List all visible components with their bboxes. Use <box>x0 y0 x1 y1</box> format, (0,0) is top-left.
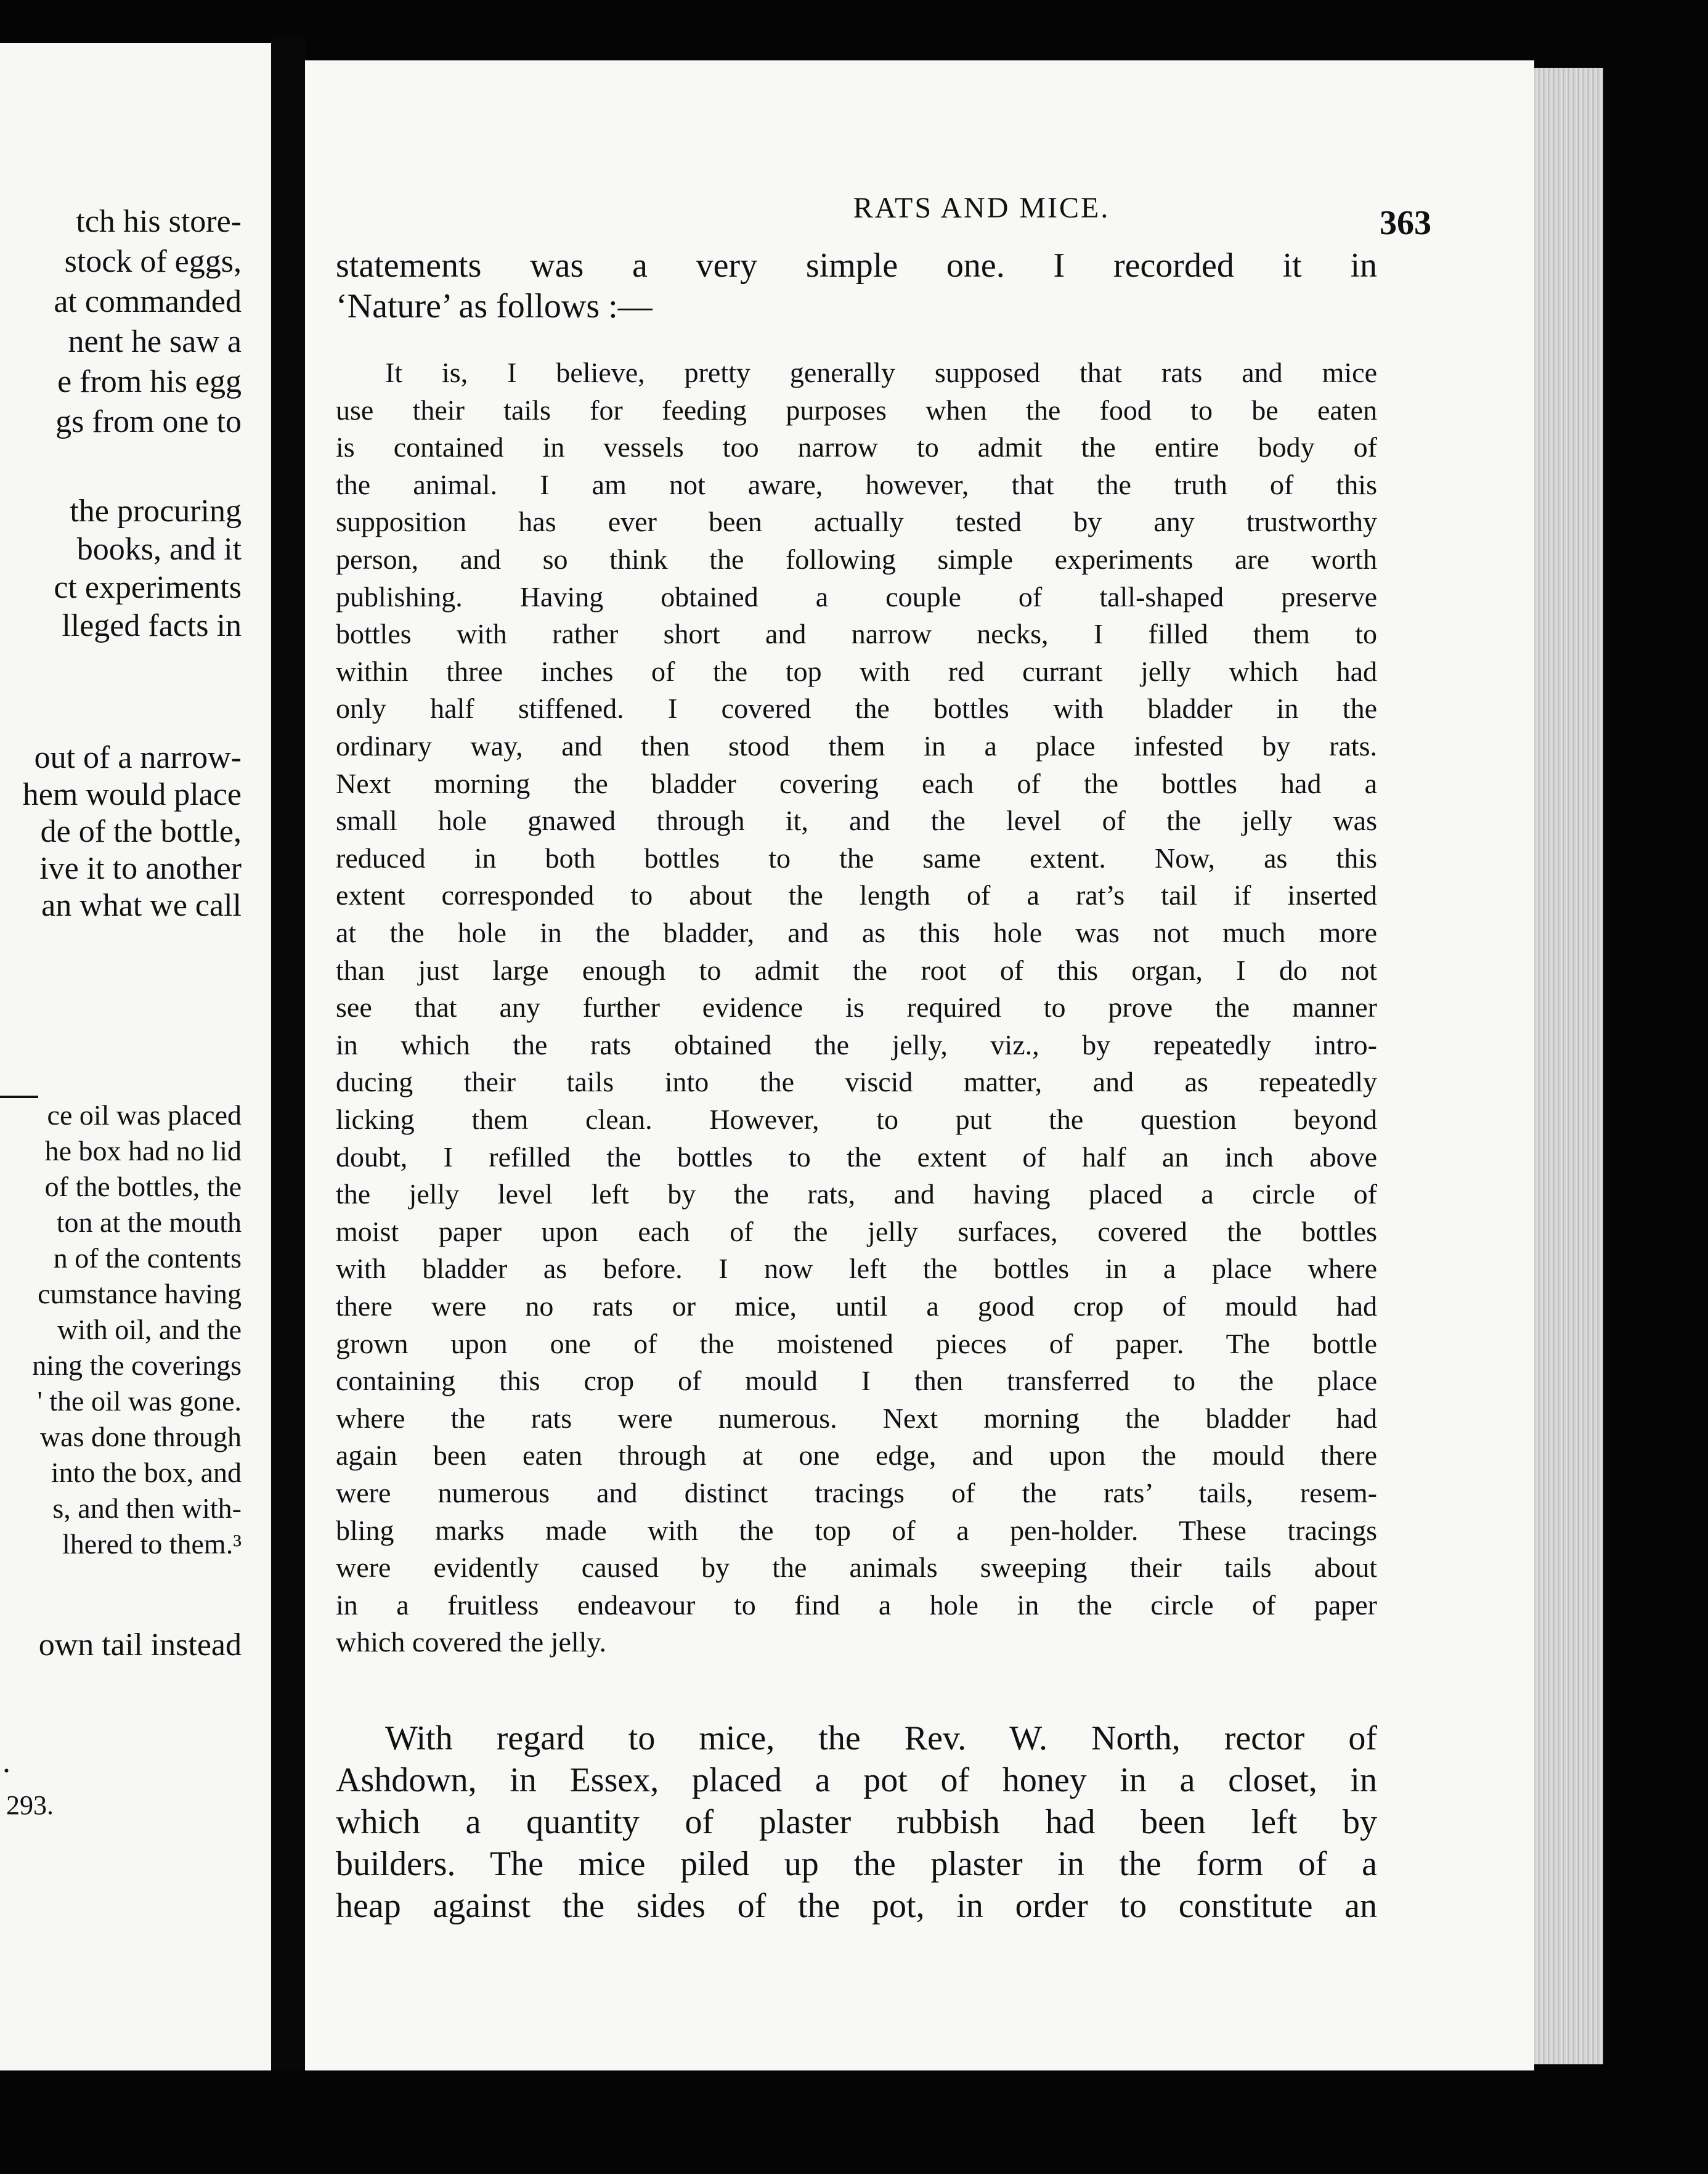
text-line: ducing their tails into the viscid matter, and as repeatedly <box>336 1066 1377 1098</box>
text-line: within three inches of the top with red currant jelly which had <box>336 655 1377 687</box>
left-page-line: into the box, and <box>51 1457 242 1488</box>
left-page-line: of the bottles, the <box>44 1171 242 1202</box>
left-page-line: nent he saw a <box>68 324 242 359</box>
text-line: reduced in both bottles to the same extent. Now, as this <box>336 842 1377 874</box>
left-page-line: with oil, and the <box>57 1314 242 1345</box>
text-line: the animal. I am not aware, however, that the truth of this <box>336 468 1377 500</box>
running-head: RATS AND MICE. <box>853 192 1110 224</box>
left-page-line: ning the coverings <box>32 1350 242 1381</box>
text-line: bling marks made with the top of a pen-holder. These tracings <box>336 1514 1377 1546</box>
text-line: were numerous and distinct tracings of the rats’ tails, resem- <box>336 1477 1377 1508</box>
text-line: which a quantity of plaster rubbish had been left by <box>336 1803 1377 1841</box>
left-page-line: hem would place <box>22 777 242 812</box>
left-page-line: tch his store- <box>76 204 242 239</box>
text-line: extent corresponded to about the length of a rat’s tail if inserted <box>336 879 1377 911</box>
page-number: 363 <box>1380 204 1431 242</box>
text-line: containing this crop of mould I then transferred to the place <box>336 1365 1377 1397</box>
right-page <box>305 60 1534 2070</box>
left-page-line: 293. <box>6 1790 54 1820</box>
left-page-line: own tail instead <box>38 1627 242 1663</box>
left-page-line: an what we call <box>41 888 242 923</box>
text-line: builders. The mice piled up the plaster in the form of a <box>336 1845 1377 1883</box>
book-gutter <box>271 37 305 2070</box>
text-line: there were no rats or mice, until a good crop of mould had <box>336 1290 1377 1322</box>
text-line: use their tails for feeding purposes when the food to be eaten <box>336 394 1377 426</box>
text-line: person, and so think the following simple experiments are worth <box>336 544 1377 575</box>
text-line: see that any further evidence is required to prove the manner <box>336 991 1377 1024</box>
left-page-line: cumstance having <box>38 1278 242 1309</box>
text-line: which covered the jelly. <box>336 1626 606 1658</box>
text-line: heap against the sides of the pot, in order to constitute an <box>336 1887 1377 1925</box>
text-line: Next morning the bladder covering each of the bottles had a <box>336 767 1377 799</box>
left-page-line: n of the contents <box>53 1242 242 1274</box>
left-page-line: e from his egg <box>57 364 242 399</box>
left-page-line: ct experiments <box>54 570 242 605</box>
section-rule <box>0 1096 38 1098</box>
text-line: supposition has ever been actually tested by any trustworthy <box>336 506 1377 538</box>
text-line: doubt, I refilled the bottles to the extent of half an inch above <box>336 1141 1377 1173</box>
left-page-line: was done through <box>39 1421 242 1452</box>
left-page-line: ive it to another <box>39 851 242 886</box>
text-line: small hole gnawed through it, and the level of the jelly was <box>336 805 1377 837</box>
text-line: than just large enough to admit the root of this organ, I do not <box>336 954 1377 986</box>
left-page-line: ton at the mouth <box>56 1207 242 1238</box>
text-line: publishing. Having obtained a couple of tall-shaped preserve <box>336 580 1377 613</box>
text-line: in a fruitless endeavour to find a hole in the circle of paper <box>336 1589 1377 1621</box>
text-line: the jelly level left by the rats, and having placed a circle of <box>336 1178 1377 1210</box>
left-page-line: . <box>2 1744 10 1780</box>
text-line: is contained in vessels too narrow to admit the entire body of <box>336 431 1377 463</box>
left-page-line: books, and it <box>76 532 242 567</box>
left-page-line: out of a narrow- <box>34 740 242 775</box>
text-line: only half stiffened. I covered the bottles with bladder in the <box>336 693 1377 725</box>
left-page-line: ' the oil was gone. <box>37 1385 242 1417</box>
text-line: ‘Nature’ as follows :— <box>336 287 653 325</box>
text-line: grown upon one of the moistened pieces of paper. The bottle <box>336 1327 1377 1359</box>
text-line: statements was a very simple one. I recorded it in <box>336 246 1377 285</box>
text-line: bottles with rather short and narrow necks, I filled them to <box>336 618 1377 650</box>
left-page-line: the procuring <box>70 494 242 529</box>
text-line: with bladder as before. I now left the bottles in a place where <box>336 1253 1377 1285</box>
left-page-line: stock of eggs, <box>64 244 242 279</box>
left-page-line: s, and then with- <box>52 1492 242 1524</box>
left-page-line: de of the bottle, <box>40 814 242 849</box>
text-line: It is, I believe, pretty generally supposed that rats and mice <box>385 357 1377 388</box>
text-line: at the hole in the bladder, and as this hole was not much more <box>336 917 1377 948</box>
left-page-line: lhered to them.³ <box>62 1528 242 1560</box>
text-line: With regard to mice, the Rev. W. North, rector of <box>385 1719 1377 1757</box>
text-line: licking them clean. However, to put the question beyond <box>336 1104 1377 1135</box>
left-page-line: lleged facts in <box>62 608 242 643</box>
text-line: were evidently caused by the animals sweeping their tails about <box>336 1552 1377 1584</box>
left-page-line: ce oil was placed <box>47 1099 242 1131</box>
left-page <box>0 43 271 2070</box>
left-page-line: gs from one to <box>55 404 242 439</box>
left-page-line: at commanded <box>54 284 242 319</box>
text-line: Ashdown, in Essex, placed a pot of honey in a closet, in <box>336 1761 1377 1799</box>
text-line: ordinary way, and then stood them in a place infested by rats. <box>336 730 1377 762</box>
text-line: again been eaten through at one edge, and upon the mould there <box>336 1439 1377 1472</box>
text-line: in which the rats obtained the jelly, viz., by repeatedly intro- <box>336 1028 1377 1061</box>
left-page-line: he box had no lid <box>44 1135 242 1166</box>
text-line: moist paper upon each of the jelly surfaces, covered the bottles <box>336 1215 1377 1247</box>
text-line: where the rats were numerous. Next morning the bladder had <box>336 1402 1377 1434</box>
